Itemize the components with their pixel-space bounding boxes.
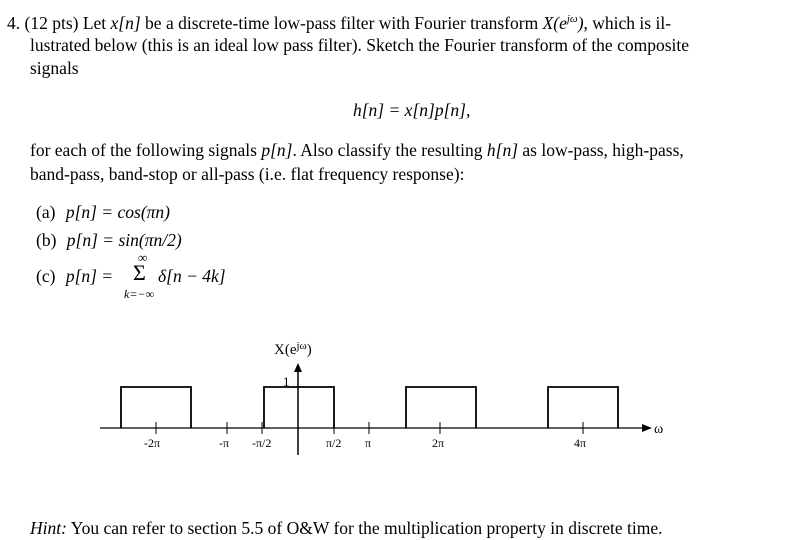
rect-pulses xyxy=(121,387,618,428)
figure-ylabel: $X(e^{j\omega})$ xyxy=(274,340,312,358)
symbol-x-n: x[n] xyxy=(110,12,141,33)
item-b-expr: p[n] = sin(πn/2) xyxy=(66,230,182,250)
tick-label-neg-pi: -π xyxy=(219,436,230,450)
tick-label-half-pi: π/2 xyxy=(326,436,342,450)
sum-top: ∞ xyxy=(138,250,148,265)
tick-label-4pi: 4π xyxy=(574,436,587,450)
text-segment: , which is il- xyxy=(583,12,672,33)
x-axis-label: ω xyxy=(654,422,664,437)
sum-symbol: Σ xyxy=(133,260,146,285)
item-c-expr: p[n] = xyxy=(65,266,114,286)
x-axis-arrow xyxy=(642,424,652,432)
symbol-h-n: h[n] xyxy=(486,140,519,160)
sum-bottom: k=−∞ xyxy=(124,287,155,301)
tick-labels xyxy=(144,436,586,450)
tick-label-neg-2pi: -2π xyxy=(144,436,161,450)
hint-label: Hint: xyxy=(30,518,67,538)
hint-text: You can refer to section 5.5 of O&W for the multiplication property in discrete time. xyxy=(70,518,663,538)
sym-X-close: ) xyxy=(577,12,584,33)
problem-line-3: signals xyxy=(30,58,79,78)
symbol-p-n: p[n] xyxy=(261,140,293,160)
text-segment: for each of the following signals xyxy=(30,140,257,160)
y-axis-arrow xyxy=(294,363,302,372)
problem-line-5: band-pass, band-stop or all-pass (i.e. flat frequency response): xyxy=(30,164,465,184)
tick-label-pi: π xyxy=(365,436,372,450)
text-segment: as low-pass, high-pass, xyxy=(522,140,684,160)
pulse-neg-2pi xyxy=(121,387,191,428)
height-label: 1 xyxy=(283,374,290,389)
sym-X-sup: jω xyxy=(566,13,578,25)
sum-body: δ[n − 4k] xyxy=(158,266,226,286)
problem-line-2: lustrated below (this is an ideal low pass filter). Sketch the Fourier transform of the composite xyxy=(30,35,690,55)
pulse-4pi xyxy=(548,387,618,428)
pulse-0 xyxy=(264,387,334,428)
item-b-label: (b) xyxy=(36,230,57,250)
hint xyxy=(30,516,662,540)
problem-number: 4. xyxy=(7,12,21,33)
item-a-expr: p[n] = cos(πn) xyxy=(65,202,170,222)
text-segment: . Also classify the resulting xyxy=(292,140,483,160)
pulse-2pi xyxy=(406,387,476,428)
tick-label-2pi: 2π xyxy=(432,436,445,450)
problem-points: (12 pts) xyxy=(24,12,79,33)
equation: h[n] = x[n]p[n], xyxy=(353,100,471,120)
tick-label-neg-half-pi: -π/2 xyxy=(252,436,272,450)
item-c-label: (c) xyxy=(36,266,56,286)
sym-X-base: X(e xyxy=(542,12,567,33)
text-segment: Let xyxy=(82,12,107,33)
item-a-label: (a) xyxy=(36,202,56,222)
text-segment: be a discrete-time low-pass filter with Fourier transform xyxy=(145,12,539,33)
